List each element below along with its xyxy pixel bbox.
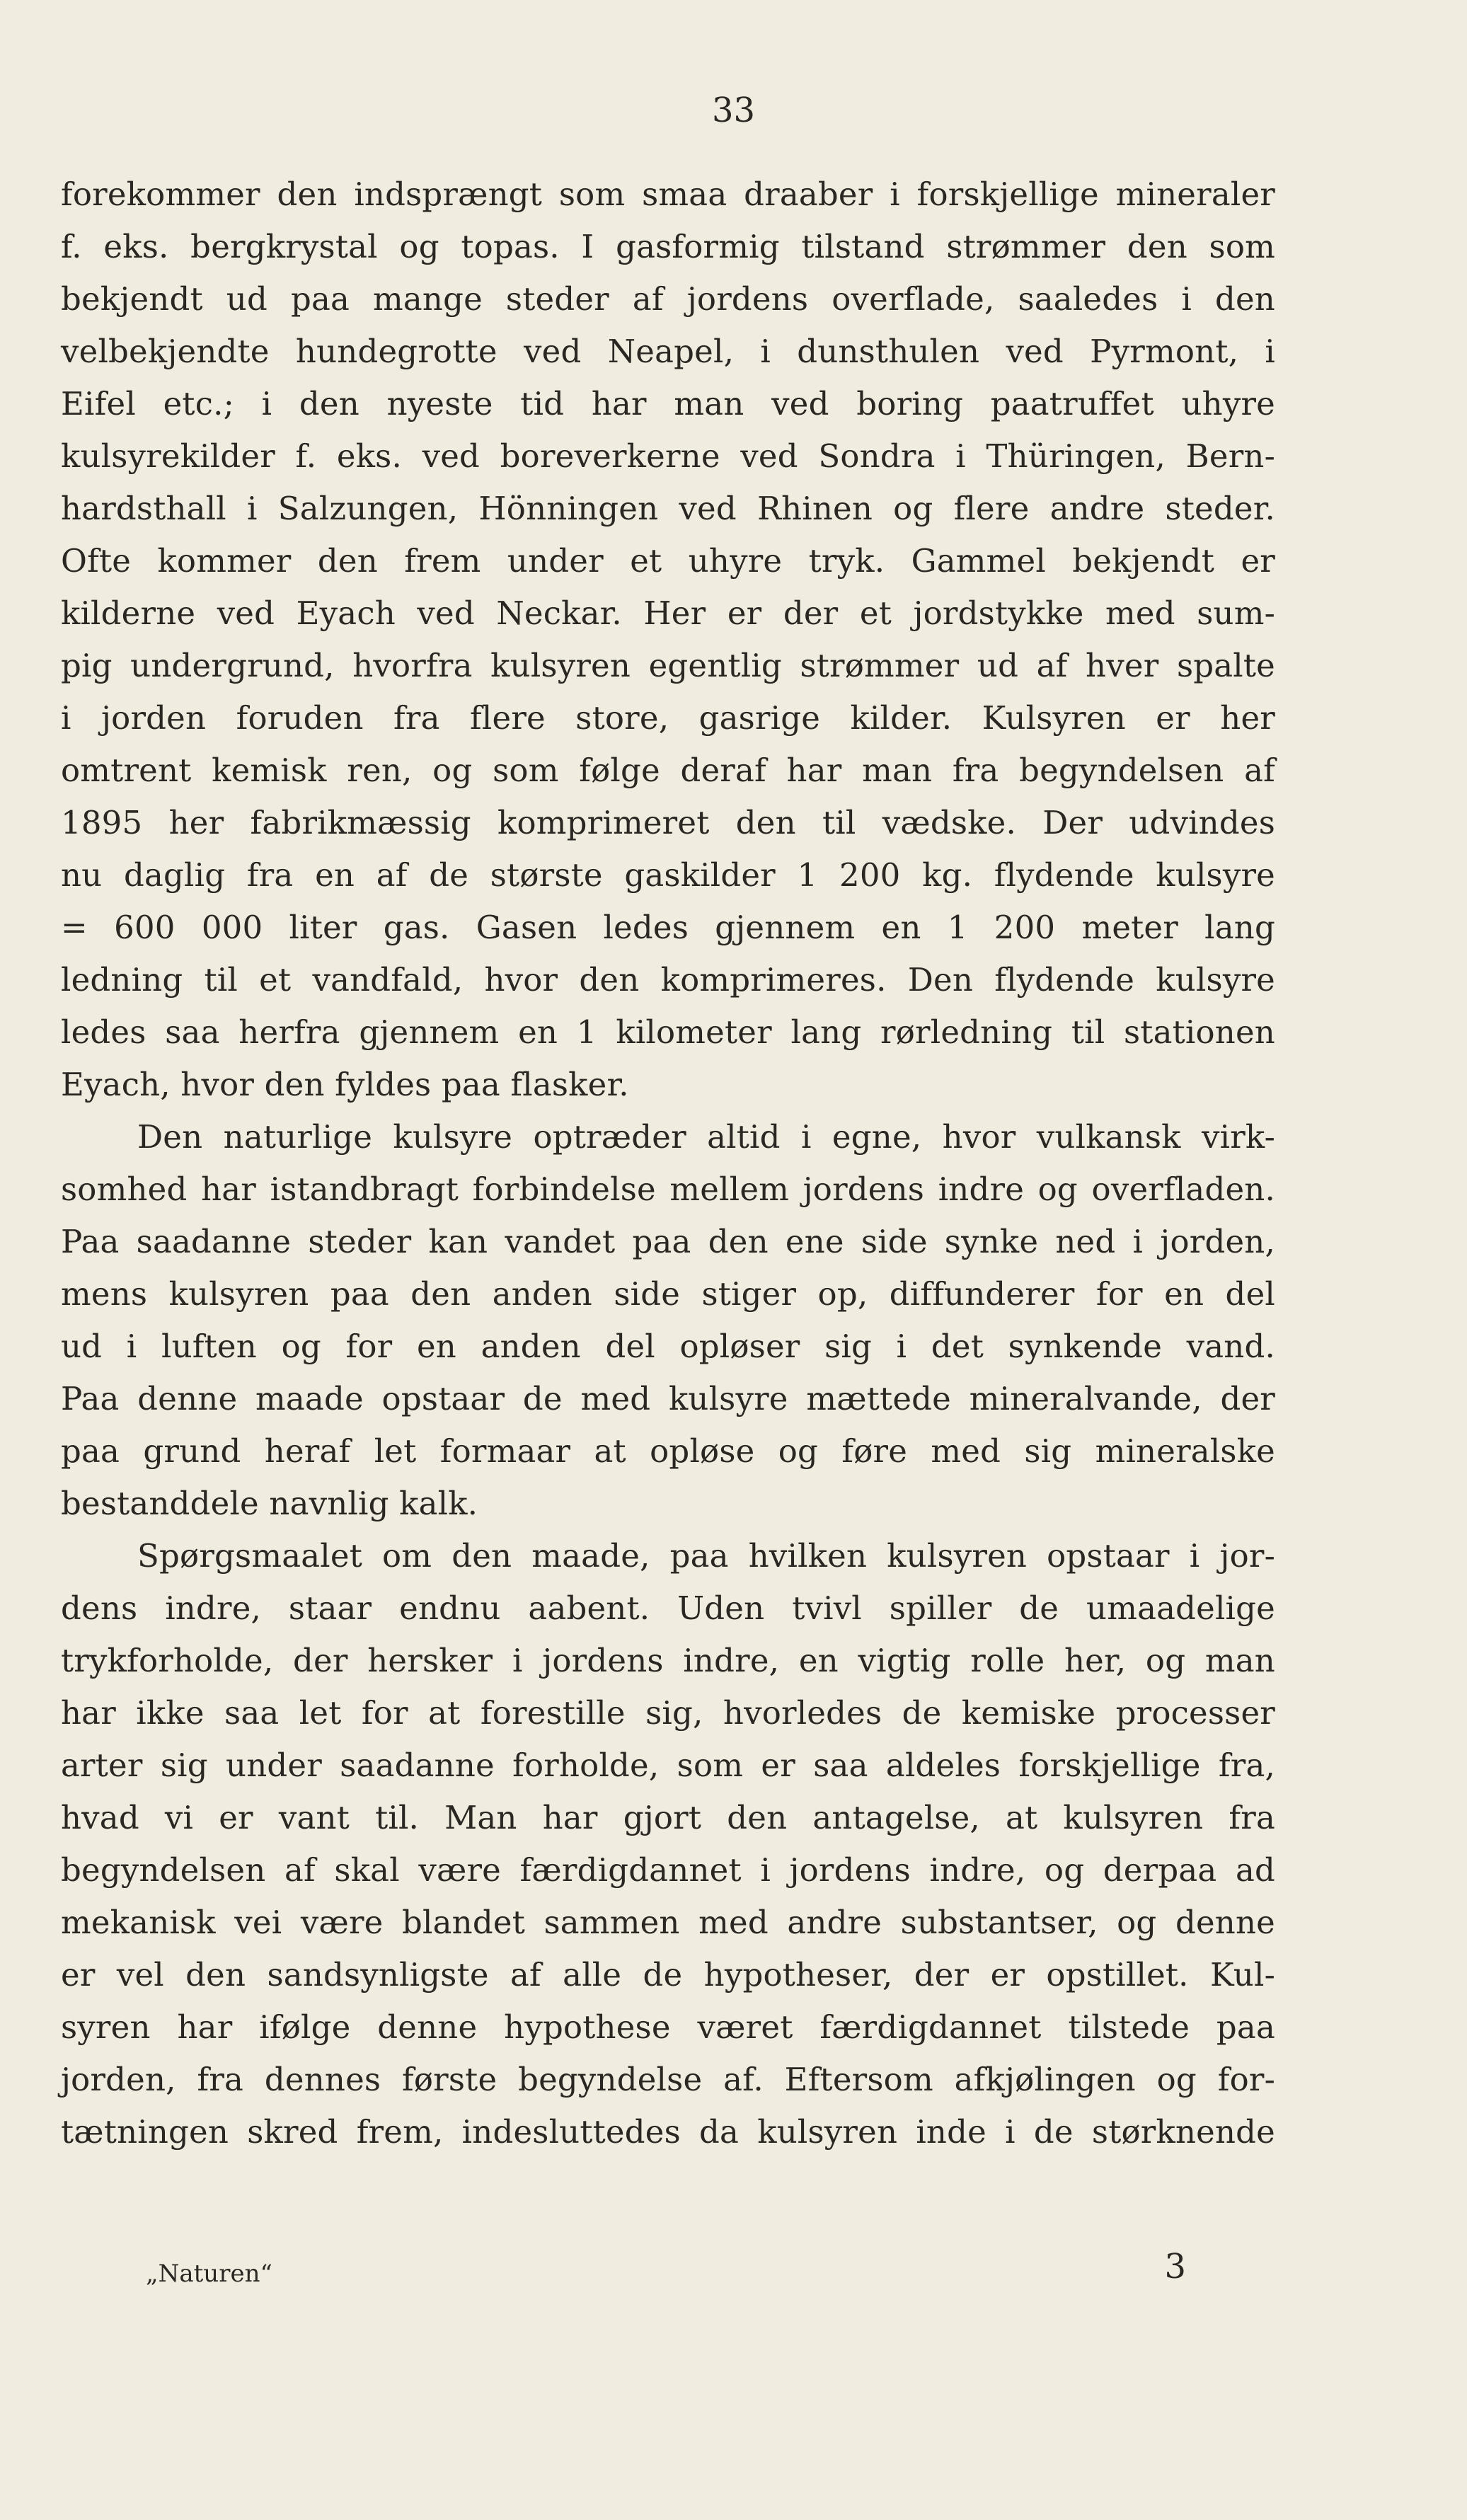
text-line: ud i luften og for en anden del opløser sig i det synkende vand. bbox=[61, 1328, 1275, 1365]
text-line: bestanddele navnlig kalk. bbox=[61, 1485, 478, 1522]
paragraph bbox=[61, 1111, 1275, 1530]
text-line: begyndelsen af skal være færdigdannet i jordens indre, og derpaa ad bbox=[61, 1851, 1275, 1889]
text-line: syren har ifølge denne hypothese været færdigdannet tilstede paa bbox=[61, 2008, 1275, 2046]
text-line: tætningen skred frem, indesluttedes da kulsyren inde i de størknende bbox=[61, 2113, 1275, 2151]
text-line: pig undergrund, hvorfra kulsyren egentlig strømmer ud af hver spalte bbox=[61, 647, 1275, 684]
sheet-number: 3 bbox=[1164, 2247, 1186, 2286]
text-line: ledning til et vandfald, hvor den komprimeres. Den flydende kulsyre bbox=[61, 961, 1275, 999]
text-line: hvad vi er vant til. Man har gjort den antagelse, at kulsyren fra bbox=[61, 1799, 1275, 1836]
text-line: kulsyrekilder f. eks. ved boreverkerne ved Sondra i Thüringen, Bern- bbox=[61, 437, 1275, 475]
text-line: mekanisk vei være blandet sammen med andre substantser, og denne bbox=[61, 1904, 1275, 1941]
text-line: ledes saa herfra gjennem en 1 kilometer lang rørledning til stationen bbox=[61, 1013, 1275, 1051]
text-line: kilderne ved Eyach ved Neckar. Her er der et jordstykke med sum- bbox=[61, 594, 1275, 632]
text-line: jorden, fra dennes første begyndelse af. Eftersom afkjølingen og for- bbox=[61, 2061, 1275, 2098]
text-line: i jorden foruden fra flere store, gasrige kilder. Kulsyren er her bbox=[61, 699, 1275, 737]
text-line: omtrent kemisk ren, og som følge deraf har man fra begyndelsen af bbox=[61, 752, 1275, 789]
text-line: velbekjendte hundegrotte ved Neapel, i dunsthulen ved Pyrmont, i bbox=[61, 333, 1275, 370]
text-line: Paa denne maade opstaar de med kulsyre mættede mineralvande, der bbox=[61, 1380, 1275, 1417]
text-line: Paa saadanne steder kan vandet paa den ene side synke ned i jorden, bbox=[61, 1223, 1275, 1260]
text-line: Eifel etc.; i den nyeste tid har man ved boring paatruffet uhyre bbox=[61, 385, 1275, 422]
page-footer bbox=[61, 2247, 1275, 2303]
paragraph bbox=[61, 1530, 1275, 2158]
text-line: har ikke saa let for at forestille sig, hvorledes de kemiske processer bbox=[61, 1694, 1275, 1732]
text-line: = 600 000 liter gas. Gasen ledes gjennem en 1 200 meter lang bbox=[61, 909, 1275, 946]
text-line: forekommer den indsprængt som smaa draaber i forskjellige mineraler bbox=[61, 176, 1275, 213]
text-line: Ofte kommer den frem under et uhyre tryk. Gammel bekjendt er bbox=[61, 542, 1275, 580]
page-number: 33 bbox=[711, 91, 756, 130]
text-line: bekjendt ud paa mange steder af jordens overflade, saaledes i den bbox=[61, 280, 1275, 318]
text-line: Spørgsmaalet om den maade, paa hvilken kulsyren opstaar i jor- bbox=[137, 1537, 1275, 1575]
paragraph bbox=[61, 168, 1275, 1111]
text-line: somhed har istandbragt forbindelse mellem jordens indre og overfladen. bbox=[61, 1170, 1275, 1208]
text-line: hardsthall i Salzungen, Hönningen ved Rhinen og flere andre steder. bbox=[61, 490, 1275, 527]
text-line: arter sig under saadanne forholde, som er saa aldeles forskjellige fra, bbox=[61, 1747, 1275, 1784]
text-line: paa grund heraf let formaar at opløse og føre med sig mineralske bbox=[61, 1432, 1275, 1470]
text-line: nu daglig fra en af de største gaskilder 1 200 kg. flydende kulsyre bbox=[61, 856, 1275, 894]
body-text bbox=[61, 168, 1275, 2158]
text-line: Den naturlige kulsyre optræder altid i egne, hvor vulkansk virk- bbox=[137, 1118, 1275, 1156]
text-line: er vel den sandsynligste af alle de hypotheser, der er opstillet. Kul- bbox=[61, 1956, 1275, 1993]
text-line: mens kulsyren paa den anden side stiger op, diffunderer for en del bbox=[61, 1275, 1275, 1313]
text-line: dens indre, staar endnu aabent. Uden tvivl spiller de umaadelige bbox=[61, 1589, 1275, 1627]
text-line: trykforholde, der hersker i jordens indre, en vigtig rolle her, og man bbox=[61, 1642, 1275, 1679]
signature-mark: „Naturen“ bbox=[146, 2260, 272, 2288]
text-line: f. eks. bergkrystal og topas. I gasformig tilstand strømmer den som bbox=[61, 228, 1275, 265]
text-line: Eyach, hvor den fyldes paa flasker. bbox=[61, 1066, 629, 1103]
text-line: 1895 her fabrikmæssig komprimeret den til vædske. Der udvindes bbox=[61, 804, 1275, 841]
